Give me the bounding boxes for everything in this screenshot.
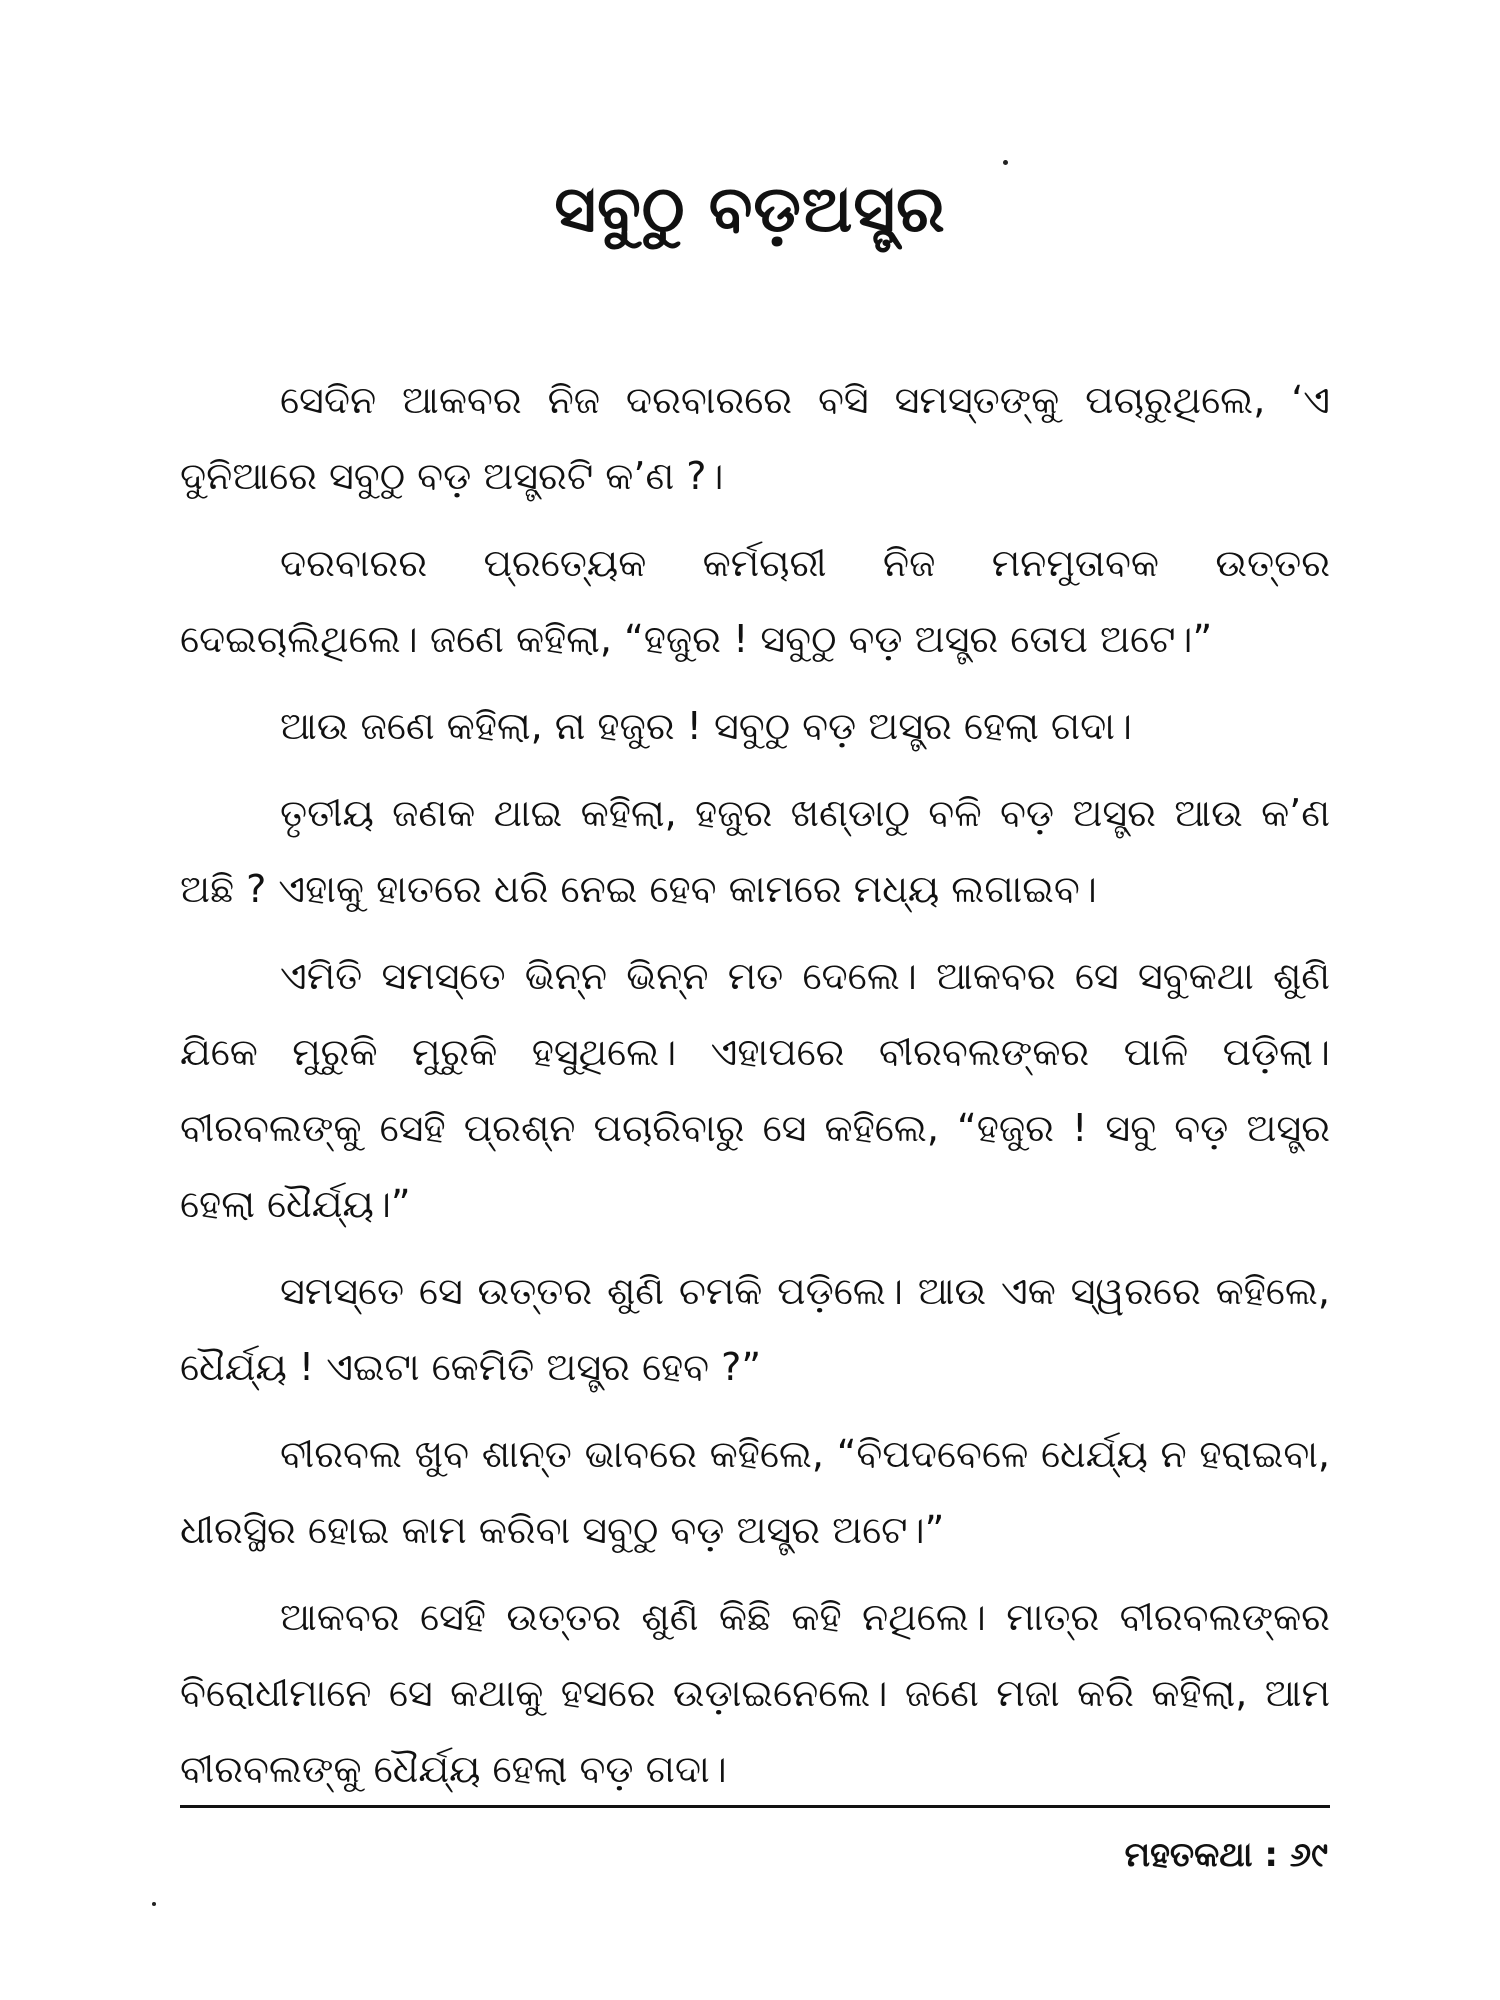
paragraph: ସମସ୍ତେ ସେ ଉତ୍ତର ଶୁଣି ଚମକି ପଡ଼ିଲେ। ଆଉ ଏକ ସ୍ୱରରେ କହିଲେ, ଧୈର୍ଯ୍ୟ ! ଏଇଟା କେମିତି ଅସ୍ତ୍ର ହେବ ?” [180, 1269, 1330, 1389]
paragraph: ତୃତୀୟ ଜଣକ ଥାଇ କହିଲା, ହଜୁର ଖଣ୍ଡାଠୁ ବଳି ବଡ଼ ଅସ୍ତ୍ର ଆଉ କ’ଣ ଅଛି ? ଏହାକୁ ହାତରେ ଧରି ନେଇ ହେବ କାମରେ ମଧ୍ୟ ଲଗାଇବ। [180, 791, 1330, 911]
paragraph: ଏମିତି ସମସ୍ତେ ଭିନ୍ନ ଭିନ୍ନ ମତ ଦେଲେ। ଆକବର ସେ ସବୁକଥା ଶୁଣି ଯିକେ ମୁରୁକି ମୁରୁକି ହସୁଥିଲେ। ଏହାପରେ ବୀରବଲଙ୍କର ପାଳି ପଡ଼ିଲା। ବୀରବଲଙ୍କୁ ସେହି ପ୍ରଶ୍ନ ପଚାରିବାରୁ ସେ କହିଲେ, “ହଜୁର ! ସବୁ ବଡ଼ ଅସ୍ତ୍ର ହେଲା ଧୈର୍ଯ୍ୟ।” [180, 954, 1330, 1226]
paragraph: ଦରବାରର ପ୍ରତ୍ୟେକ କର୍ମଚାରୀ ନିଜ ମନମୁତାବକ ଉତ୍ତର ଦେଇଚାଲିଥିଲେ। ଜଣେ କହିଲା, “ହଜୁର ! ସବୁଠୁ ବଡ଼ ଅସ୍ତ୍ର ତୋପ ଅଟେ।” [180, 541, 1330, 661]
print-speck [152, 1902, 156, 1906]
paragraph: ବୀରବଲ ଖୁବ ଶାନ୍ତ ଭାବରେ କହିଲେ, “ବିପଦବେଳେ ଧେର୍ଯ୍ୟ ନ ହରାଇବା, ଧୀରସ୍ଥିର ହୋଇ କାମ କରିବା ସବୁଠୁ ବଡ଼ ଅସ୍ତ୍ର ଅଟେ।” [180, 1432, 1330, 1552]
page-footer-book-and-page-number: ମହତକଥା : ୬୯ [1124, 1835, 1328, 1875]
paragraph: ଆକବର ସେହି ଉତ୍ତର ଶୁଣି କିଛି କହି ନଥିଲେ। ମାତ୍ର ବୀରବଲଙ୍କର ବିରୋଧୀମାନେ ସେ କଥାକୁ ହସରେ ଉଡ଼ାଇନେଲେ। ଜଣେ ମଜା କରି କହିଲା, ଆମ ବୀରବଲଙ୍କୁ ଧୈର୍ଯ୍ୟ ହେଲା ବଡ଼ ଗଦା। [180, 1595, 1330, 1791]
paragraph: ସେଦିନ ଆକବର ନିଜ ଦରବାରରେ ବସି ସମସ୍ତଙ୍କୁ ପଚାରୁଥିଲେ, ‘ଏ ଦୁନିଆରେ ସବୁଠୁ ବଡ଼ ଅସ୍ତ୍ରଟି କ’ଣ ?। [180, 378, 1330, 498]
paragraph: ଆଉ ଜଣେ କହିଲା, ନା ହଜୁର ! ସବୁଠୁ ବଡ଼ ଅସ୍ତ୍ର ହେଲା ଗଦା। [280, 704, 1133, 748]
story-title: ସବୁଠୁ ବଡ଼ଅସ୍ତ୍ର [554, 173, 946, 247]
print-speck [1003, 160, 1008, 165]
story-body [180, 362, 1330, 1818]
footer-divider [180, 1805, 1330, 1808]
